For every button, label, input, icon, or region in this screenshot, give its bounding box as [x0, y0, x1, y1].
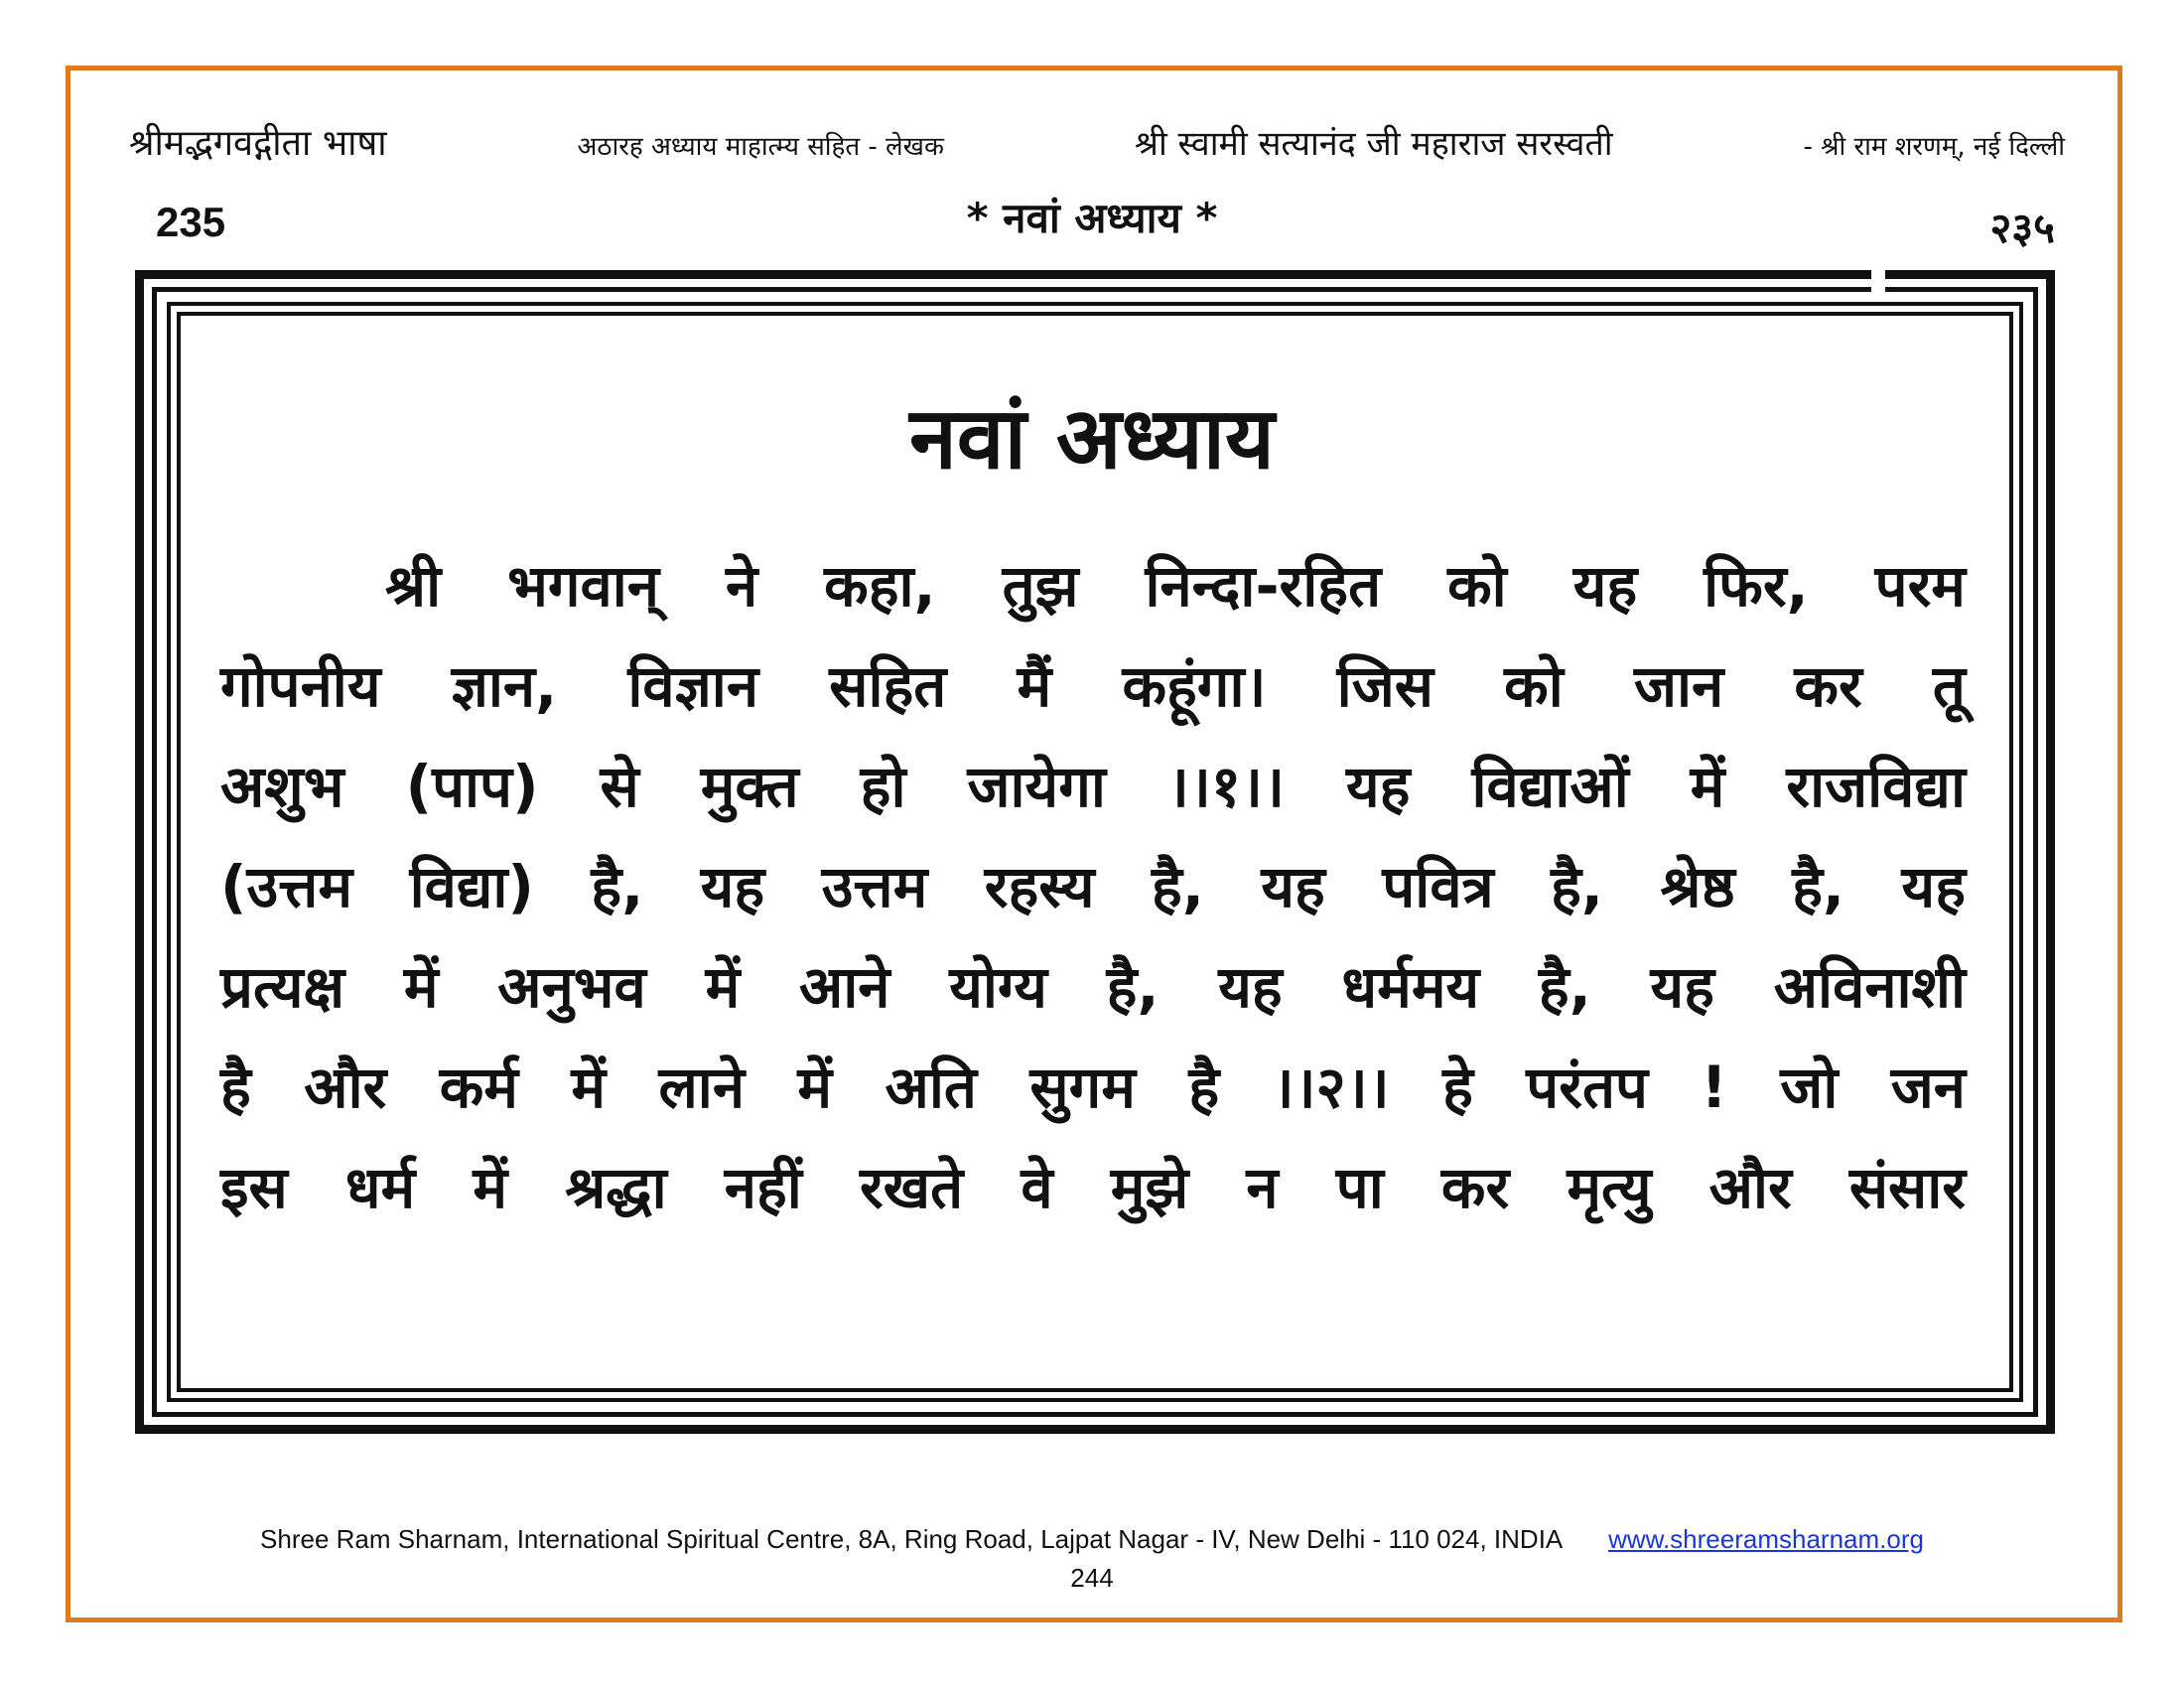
text-line: है और कर्म में लाने में अति सुगम है ।।२।। हे परंतप ! जो जन — [220, 1054, 1966, 1121]
publisher-name: - श्री राम शरणम्, नई दिल्ली — [1803, 132, 2065, 162]
book-subtitle: अठारह अध्याय माहात्म्य सहित - लेखक — [577, 132, 944, 162]
footer-address: Shree Ram Sharnam, International Spiritual Centre, 8A, Ring Road, Lajpat Nagar - IV, New Delhi - 110 024, INDIA — [260, 1524, 1562, 1554]
scripture-text — [220, 536, 1966, 1238]
book-title: श्रीमद्भगवद्गीता भाषा — [129, 123, 387, 164]
book-header — [129, 117, 2065, 177]
text-line: श्री भगवान् ने कहा, तुझ निन्दा-रहित को यह फिर, परम — [385, 552, 1966, 620]
website-link[interactable]: www.shreeramsharnam.org — [1608, 1524, 1924, 1554]
text-line: अशुभ (पाप) से मुक्त हो जायेगा ।।१।। यह विद्याओं में राजविद्या — [220, 753, 1966, 820]
page-number-left: 235 — [156, 199, 226, 245]
text-line: (उत्तम विद्या) है, यह उत्तम रहस्य है, यह पवित्र है, श्रेष्ठ है, यह — [220, 853, 1966, 920]
chapter-title: नवां अध्याय — [909, 389, 1275, 489]
text-line: इस धर्म में श्रद्धा नहीं रखते वे मुझे न पा कर मृत्यु और संसार — [220, 1154, 1966, 1221]
footer-page-number: 244 — [1070, 1563, 1114, 1593]
author-name: श्री स्वामी सत्यानंद जी महाराज सरस्वती — [1134, 124, 1613, 164]
footer — [0, 1524, 2184, 1555]
frame-notch — [1871, 270, 1885, 300]
page-number-right: २३५ — [1989, 204, 2055, 252]
running-chapter-heading: * नवां अध्याय * — [966, 194, 1218, 242]
text-line: प्रत्यक्ष में अनुभव में आने योग्य है, यह धर्ममय है, यह अविनाशी — [220, 953, 1966, 1021]
text-line: गोपनीय ज्ञान, विज्ञान सहित मैं कहूंगा। जिस को जान कर तू — [220, 652, 1966, 720]
